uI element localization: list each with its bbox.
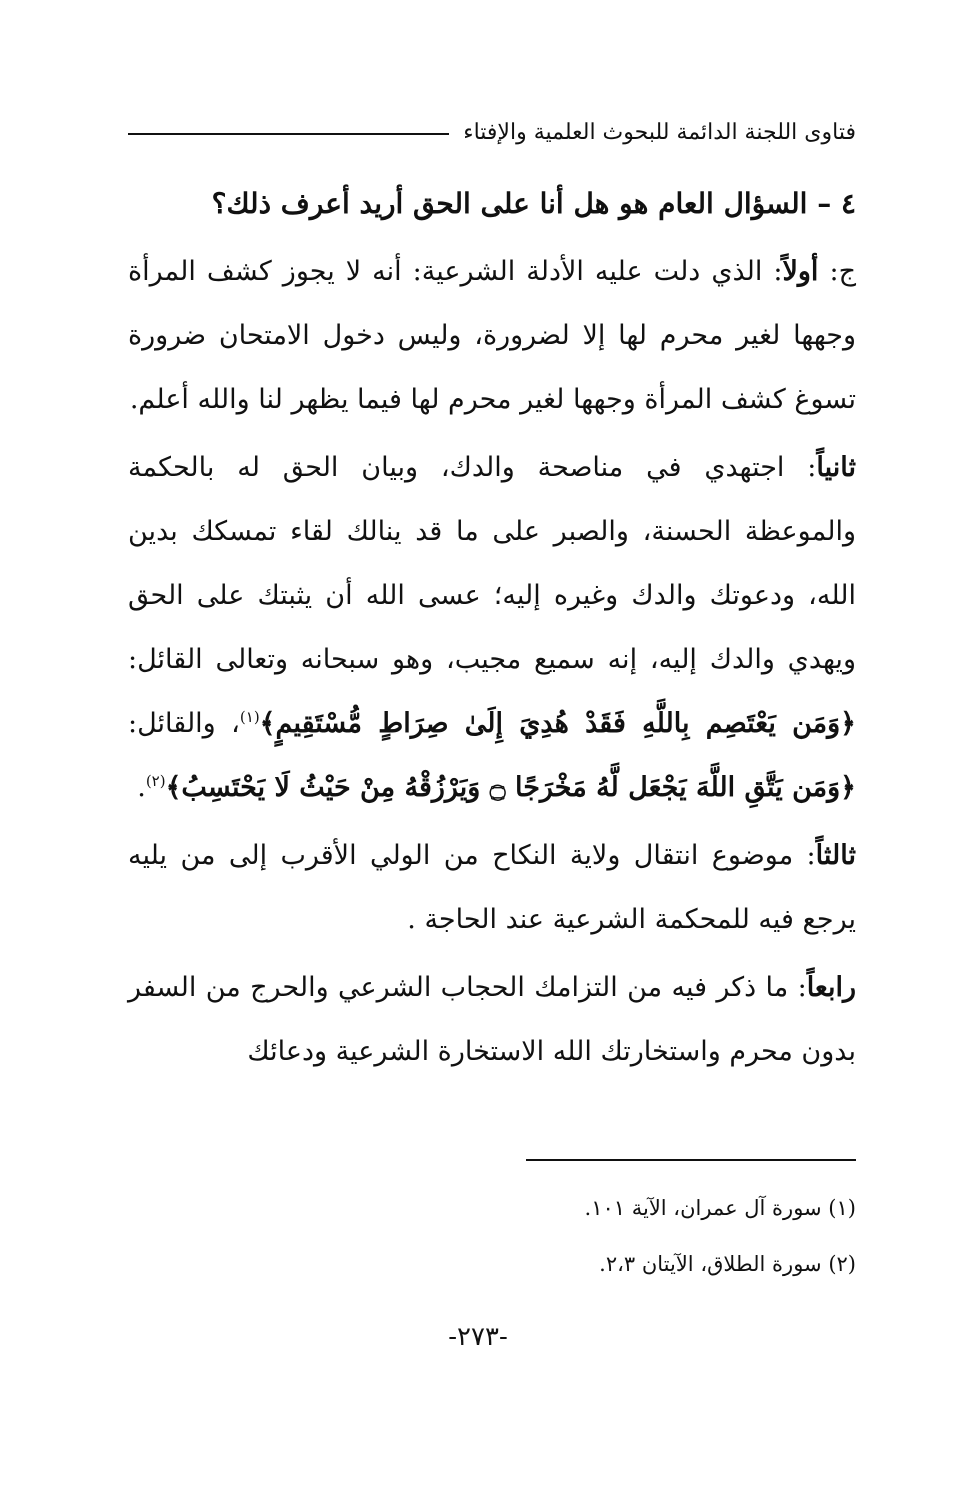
answer-paragraph-3	[128, 824, 856, 952]
paragraph-text-fourth: : ما ذكر فيه من التزامك الحجاب الشرعي والحرج من السفر بدون محرم واستخارتك الله الاستخارة الشرعية ودعائك	[128, 972, 856, 1067]
paragraph-text-second-mid: ، والقائل:	[128, 708, 240, 739]
footnote-separator	[526, 1159, 856, 1161]
book-title: فتاوى اللجنة الدائمة للبحوث العلمية والإفتاء	[463, 119, 856, 145]
answer-paragraph-4	[128, 956, 856, 1084]
paragraph-lead-third: ثالثاً	[815, 840, 856, 871]
answer-paragraph-1	[128, 240, 856, 432]
footnote-ref-2: (٢)	[145, 772, 166, 790]
paragraph-lead-first: أولاً	[782, 256, 819, 287]
question-heading: ٤ – السؤال العام هو هل أنا على الحق أريد أعرف ذلك؟	[211, 187, 856, 220]
footnotes	[128, 1180, 856, 1292]
quran-verse-2: ﴿وَمَن يَتَّقِ اللَّهَ يَجْعَل لَّهُ مَخْرَجًا ۝ وَيَرْزُقْهُ مِنْ حَيْثُ لَا يَحْتَسِبُ﴾	[165, 772, 856, 803]
body-text	[128, 172, 856, 1088]
running-header	[128, 112, 856, 152]
quran-verse-1: ﴿وَمَن يَعْتَصِم بِاللَّهِ فَقَدْ هُدِيَ إِلَىٰ صِرَاطٍ مُّسْتَقِيمٍ﴾	[259, 708, 856, 739]
paragraph-text-third: : موضوع انتقال ولاية النكاح من الولي الأقرب إلى من يليه يرجع فيه للمحكمة الشرعية عند الحاجة .	[128, 840, 856, 935]
page-number: -٢٧٣-	[448, 1322, 508, 1352]
paragraph-text-second: : اجتهدي في مناصحة والدك، وبيان الحق له بالحكمة والموعظة الحسنة، والصبر على ما قد ينالك لقاء تمسكك بدين الله، ودعوتك والدك وغيره إليه؛ عسى الله أن يثبتك على الحق ويهدي والدك إليه، إنه سميع مجيب، وهو سبحانه وتعالى القائل:	[128, 452, 856, 675]
paragraph-text-first: : الذي دلت عليه الأدلة الشرعية: أنه لا يجوز كشف المرأة وجهها لغير محرم لها إلا لضرورة، وليس دخول الامتحان ضرورة تسوغ كشف المرأة وجهها لغير محرم لها فيما يظهر لنا والله أعلم.	[128, 256, 856, 415]
answer-prefix: ج:	[818, 256, 856, 287]
answer-paragraph-2	[128, 436, 856, 820]
footnote-1: (١) سورة آل عمران، الآية ١٠١.	[584, 1196, 856, 1220]
paragraph-lead-fourth: رابعاً	[806, 972, 856, 1003]
footnote-ref-1: (١)	[239, 708, 260, 726]
header-rule	[128, 133, 449, 135]
footnote-2: (٢) سورة الطلاق، الآيتان ٢،٣.	[599, 1252, 856, 1276]
paragraph-text-second-end: .	[137, 772, 146, 803]
paragraph-lead-second: ثانياً	[816, 452, 856, 483]
